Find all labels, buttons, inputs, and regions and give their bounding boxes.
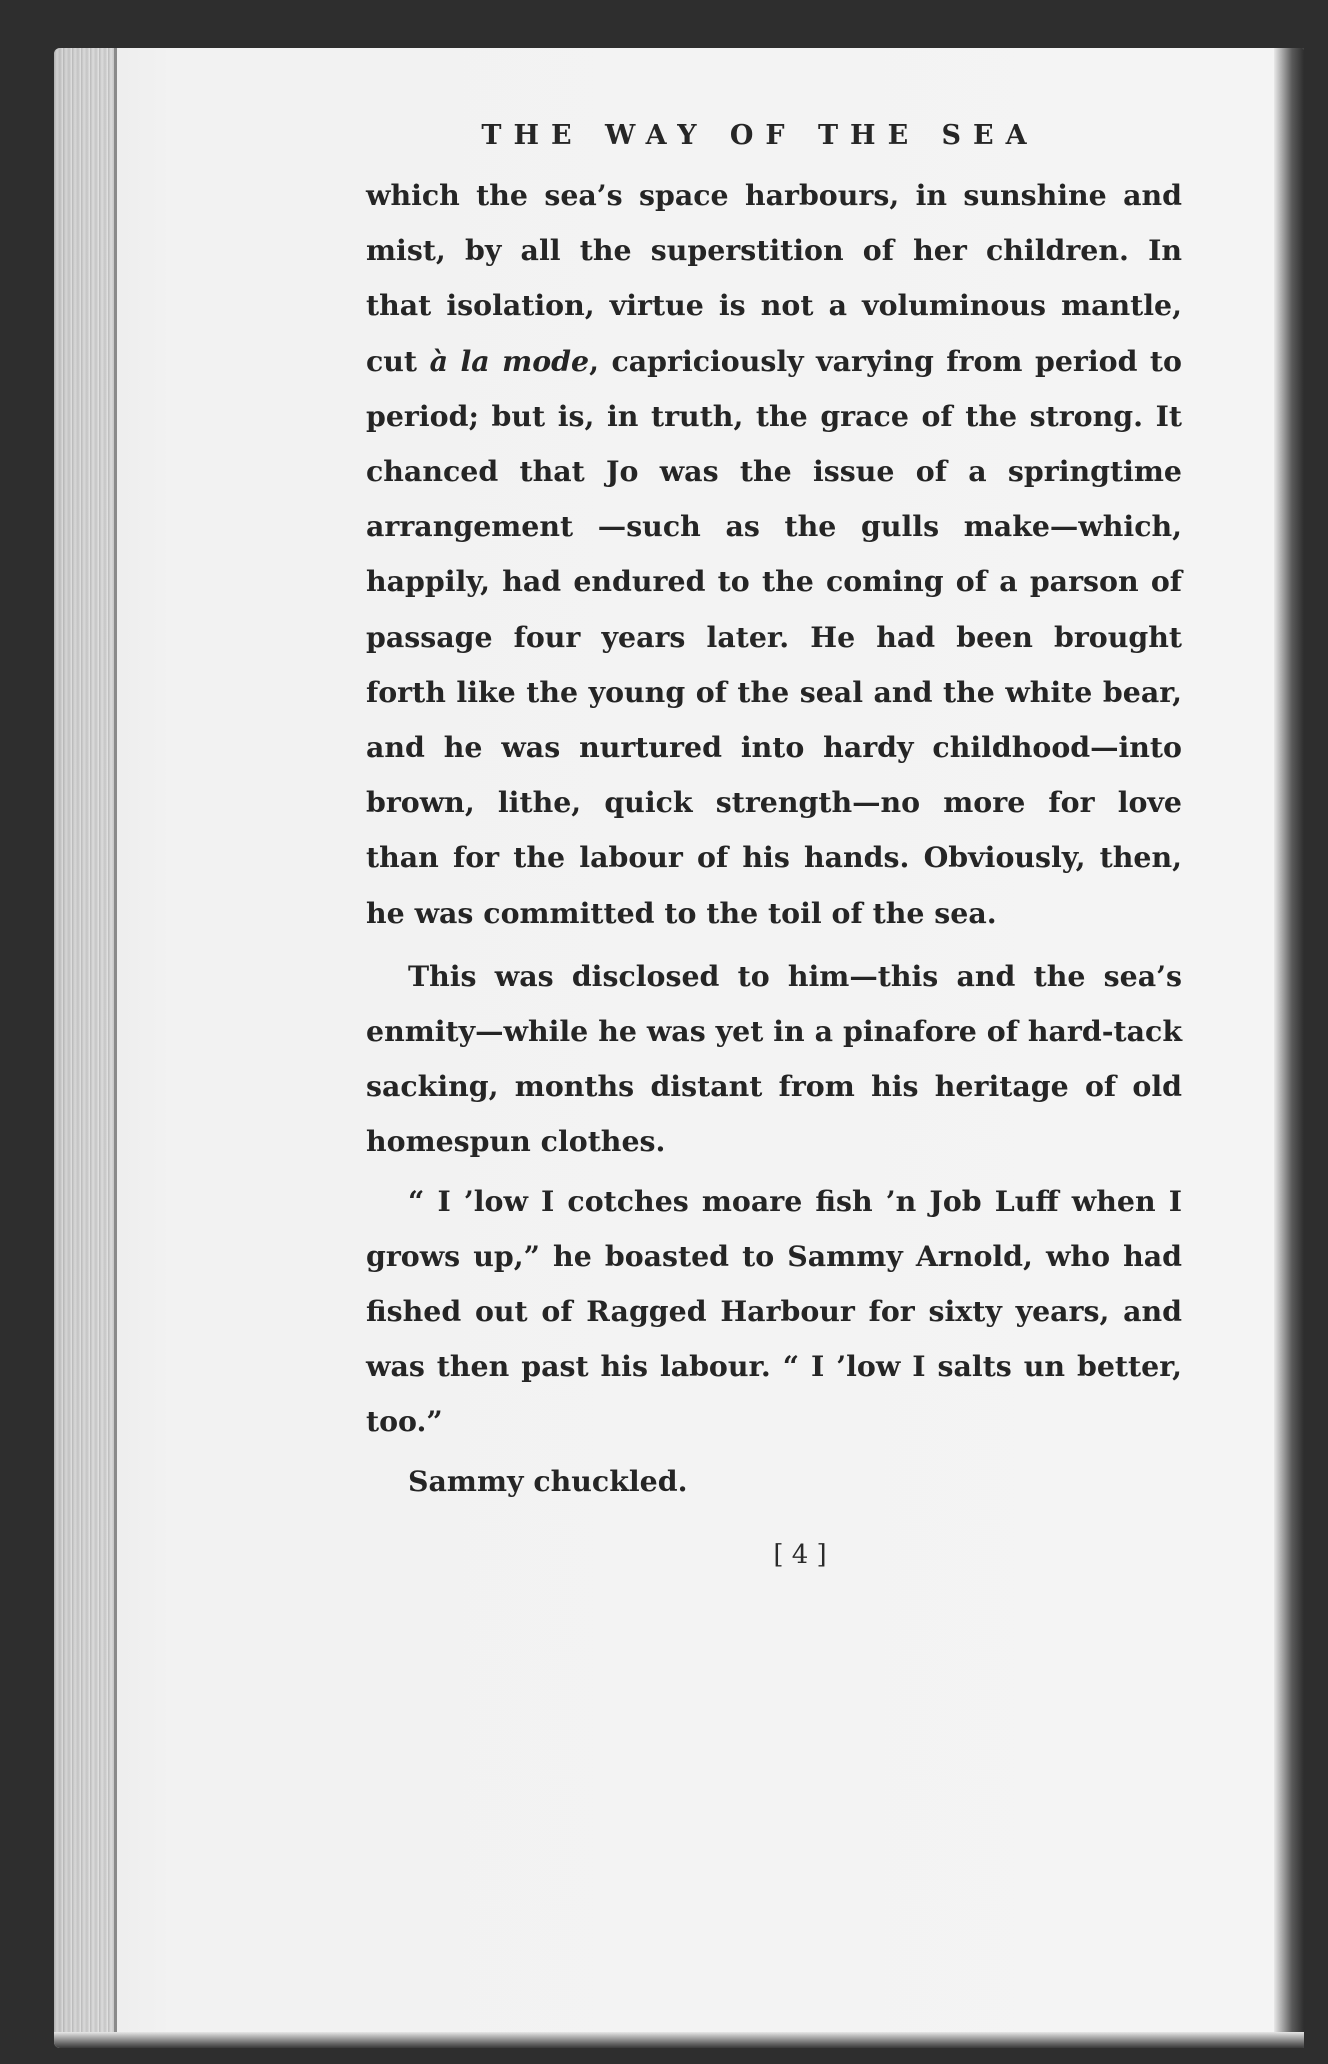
- paragraph-2: This was disclosed to him—this and the sea’s enmity—while he was yet in a pinafore of hard-tack sacking, months distant from his heritage of old homespun clothes.: [366, 958, 1182, 1159]
- italic-phrase: à la mode: [429, 343, 590, 378]
- bottom-page-edge: [54, 2032, 1304, 2048]
- running-head: THE WAY OF THE SEA: [481, 120, 1039, 151]
- paragraph-1: [366, 168, 1182, 941]
- paragraph-4: Sammy chuckled.: [408, 1463, 688, 1498]
- binding-edge: [114, 48, 117, 2048]
- body-text: [366, 168, 1182, 1509]
- right-page-edge: [1274, 48, 1304, 2048]
- page-binding: [54, 48, 114, 2048]
- paragraph-3: “ I ’low I cotches moare fish ’n Job Luff when I grows up,” he boasted to Sammy Arnold, who had fished out of Ragged Harbour for sixty years, and was then past his labour. “ I ’low I salts un better, too.”: [366, 1183, 1182, 1439]
- paragraph-1-start: which the sea’s space harbours, in sunshine and mist, by all the superstition of her children. In that isolation, virtue is not a voluminous mantle, cut: [366, 178, 1182, 378]
- page-number: [ 4 ]: [773, 1540, 827, 1570]
- paragraph-1-rest: , capriciously varying from period to period; but is, in truth, the grace of the strong. It chanced that Jo was the issue of a springtime arrangement —such as the gulls make—which, happily, had endured to the coming of a parson of passage four years later. He had been brought forth like the young of the seal and the white bear, and he was nurtured into hardy childhood—into brown, lithe, quick strength—no more for love than for the labour of his hands. Obviously, then, he was committed to the toil of the sea.: [366, 343, 1182, 930]
